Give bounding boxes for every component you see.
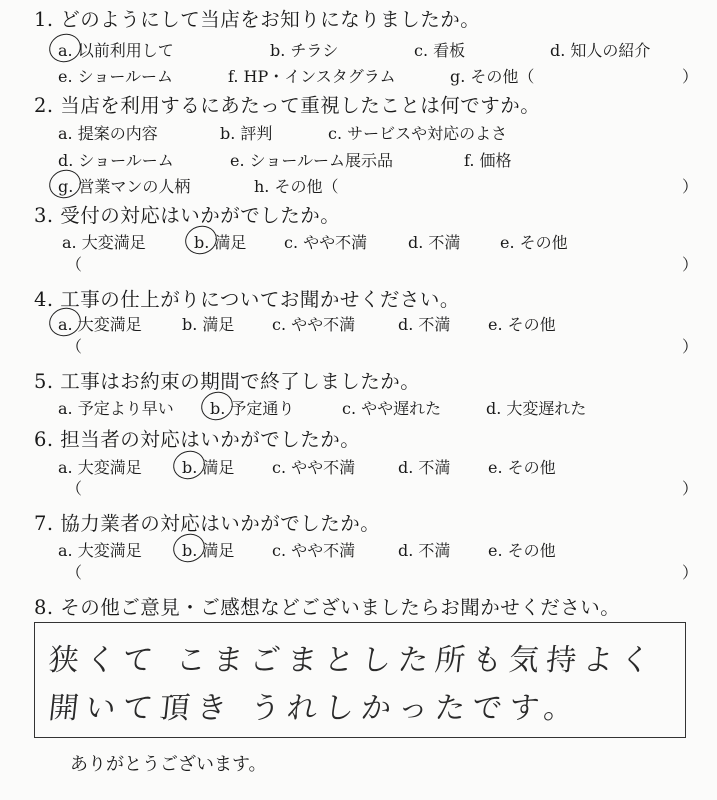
- option-2a[interactable]: a. 提案の内容: [58, 124, 158, 143]
- other-close-paren: ）: [682, 479, 699, 498]
- other-open-paren: （: [66, 255, 83, 274]
- option-4a[interactable]: a. 大変満足: [58, 315, 142, 334]
- option-2g[interactable]: g. 営業マンの人柄: [58, 177, 191, 196]
- option-4d[interactable]: d. 不満: [398, 315, 451, 334]
- option-1e[interactable]: e. ショールーム: [58, 67, 174, 86]
- option-3e[interactable]: e. その他: [500, 233, 568, 252]
- option-6e[interactable]: e. その他: [488, 458, 556, 477]
- question-7-options: [52, 538, 692, 560]
- other-close-paren: ）: [682, 67, 699, 86]
- question-1-title: 1. どのようにして当店をお知りになりましたか。: [34, 8, 481, 31]
- option-6a[interactable]: a. 大変満足: [58, 458, 142, 477]
- question-2-options-row-3: [52, 174, 699, 196]
- question-2-title: 2. 当店を利用するにあたって重視したことは何ですか。: [34, 94, 541, 117]
- question-6-title: 6. 担当者の対応はいかがでしたか。: [34, 428, 361, 451]
- option-4b[interactable]: b. 満足: [182, 315, 235, 334]
- closing-thanks: ありがとうございます。: [70, 754, 267, 775]
- option-5d[interactable]: d. 大変遅れた: [486, 399, 587, 418]
- option-3c[interactable]: c. やや不満: [284, 233, 368, 252]
- question-4-options: [52, 312, 692, 334]
- other-close-paren: ）: [682, 563, 699, 582]
- option-6d[interactable]: d. 不満: [398, 458, 451, 477]
- option-3b[interactable]: b. 満足: [194, 233, 247, 252]
- question-8-title: 8. その他ご意見・ご感想などございましたらお聞かせください。: [34, 596, 621, 619]
- question-5-options: [52, 396, 692, 418]
- option-2b[interactable]: b. 評判: [220, 124, 273, 143]
- option-7d[interactable]: d. 不満: [398, 541, 451, 560]
- question-3-title: 3. 受付の対応はいかがでしたか。: [34, 204, 341, 227]
- option-2e[interactable]: e. ショールーム展示品: [230, 151, 394, 170]
- question-4-title: 4. 工事の仕上がりについてお聞かせください。: [34, 288, 460, 311]
- option-7c[interactable]: c. やや不満: [272, 541, 356, 560]
- question-3-options: [52, 230, 692, 252]
- other-open-paren: （: [66, 337, 83, 356]
- option-2f[interactable]: f. 価格: [464, 151, 512, 170]
- option-3a[interactable]: a. 大変満足: [62, 233, 146, 252]
- option-4c[interactable]: c. やや不満: [272, 315, 356, 334]
- option-1c[interactable]: c. 看板: [414, 41, 466, 60]
- option-2h[interactable]: h. その他（: [254, 177, 339, 196]
- question-2-options-row-1: [52, 121, 692, 143]
- option-3d[interactable]: d. 不満: [408, 233, 461, 252]
- option-6b[interactable]: b. 満足: [182, 458, 235, 477]
- handwritten-comment-line-2: 開いて頂き うれしかったです。: [46, 691, 583, 726]
- option-5a[interactable]: a. 予定より早い: [58, 399, 174, 418]
- question-2-options-row-2: [52, 148, 692, 170]
- option-5c[interactable]: c. やや遅れた: [342, 399, 442, 418]
- option-1g[interactable]: g. その他（: [450, 67, 535, 86]
- question-6-other-line[interactable]: [52, 476, 699, 498]
- option-6c[interactable]: c. やや不満: [272, 458, 356, 477]
- question-1-options-row-1: [52, 38, 692, 60]
- option-7b[interactable]: b. 満足: [182, 541, 235, 560]
- option-1f[interactable]: f. HP・インスタグラム: [228, 67, 396, 86]
- other-close-paren: ）: [682, 255, 699, 274]
- other-close-paren: ）: [682, 177, 699, 196]
- other-close-paren: ）: [682, 337, 699, 356]
- question-1-options-row-2: [52, 64, 699, 86]
- comment-box[interactable]: [34, 622, 686, 738]
- option-2d[interactable]: d. ショールーム: [58, 151, 174, 170]
- question-4-other-line[interactable]: [52, 334, 699, 356]
- option-1a[interactable]: a. 以前利用して: [58, 41, 174, 60]
- option-7e[interactable]: e. その他: [488, 541, 556, 560]
- option-1b[interactable]: b. チラシ: [270, 41, 339, 60]
- other-open-paren: （: [66, 479, 83, 498]
- handwritten-comment-line-1: 狭くて こまごまとした所も気持よく: [46, 643, 660, 678]
- option-5b[interactable]: b. 予定通り: [210, 399, 295, 418]
- question-3-other-line[interactable]: [52, 252, 699, 274]
- question-5-title: 5. 工事はお約束の期間で終了しましたか。: [34, 370, 421, 393]
- question-7-other-line[interactable]: [52, 560, 699, 582]
- option-1d[interactable]: d. 知人の紹介: [550, 41, 651, 60]
- other-open-paren: （: [66, 563, 83, 582]
- question-7-title: 7. 協力業者の対応はいかがでしたか。: [34, 512, 381, 535]
- question-6-options: [52, 455, 692, 477]
- option-7a[interactable]: a. 大変満足: [58, 541, 142, 560]
- option-4e[interactable]: e. その他: [488, 315, 556, 334]
- option-2c[interactable]: c. サービスや対応のよさ: [328, 124, 508, 143]
